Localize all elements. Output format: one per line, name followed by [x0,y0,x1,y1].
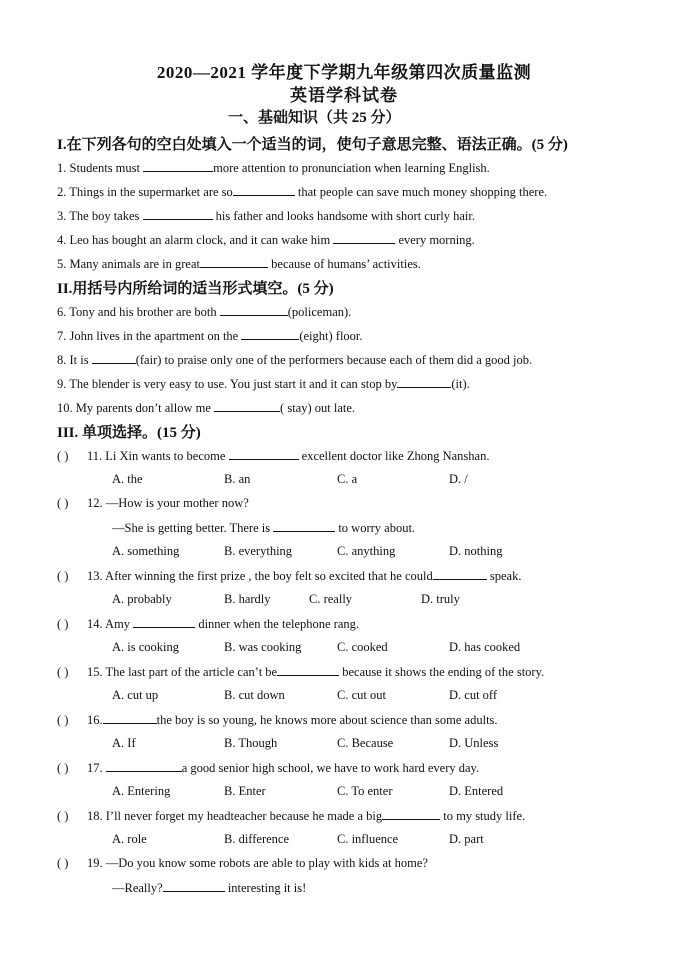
question-19: ( ) 19. —Do you know some robots are able to play with kids at home? [57,856,428,870]
option-d[interactable]: D. truly [421,592,460,606]
answer-blank [103,712,157,724]
option-b[interactable]: B. was cooking [224,640,302,654]
answer-blank [273,520,335,532]
answer-blank[interactable] [143,208,213,220]
option-d[interactable]: D. cut off [449,688,498,702]
answer-parentheses[interactable]: ( ) [57,569,69,583]
option-c[interactable]: C. To enter [337,784,393,798]
question-12-line2: —She is getting better. There is to worry about. [112,521,416,535]
question-16: ( ) 16. the boy is so young, he knows more about science than some adults. [57,713,498,727]
option-c[interactable]: C. a [337,472,358,486]
answer-blank [106,760,182,772]
question-8: 8. It is (fair) to praise only one of the performers because each of them did a good job. [57,353,533,367]
option-d[interactable]: D. Entered [449,784,504,798]
question-12: ( ) 12. —How is your mother now? [57,496,249,510]
option-a[interactable]: A. cut up [112,688,159,702]
exam-subtitle: 英语学科试卷 [290,86,398,105]
option-a[interactable]: A. probably [112,592,172,606]
option-c[interactable]: C. cut out [337,688,386,702]
answer-blank [433,568,487,580]
question-5: 5. Many animals are in great because of humans’ activities. [57,257,421,271]
answer-blank[interactable] [220,304,288,316]
answer-blank [229,448,299,460]
section2-heading: II.用括号内所给词的适当形式填空。(5 分) [57,281,334,297]
option-d[interactable]: D. Unless [449,736,499,750]
answer-blank[interactable] [233,184,295,196]
question-13: ( ) 13. After winning the first prize , the boy felt so excited that he could speak. [57,569,522,583]
option-a[interactable]: A. is cooking [112,640,180,654]
answer-blank[interactable] [214,400,280,412]
answer-blank[interactable] [92,352,136,364]
question-4: 4. Leo has bought an alarm clock, and it can wake him every morning. [57,233,475,247]
section3-heading: III. 单项选择。(15 分) [57,425,201,441]
section1-heading: I.在下列各句的空白处填入一个适当的词，使句子意思完整、语法正确。(5 分) [57,137,568,153]
answer-blank [277,664,339,676]
question-3: 3. The boy takes his father and looks handsome with short curly hair. [57,209,475,223]
answer-parentheses[interactable]: ( ) [57,809,69,823]
option-a[interactable]: A. the [112,472,143,486]
question-2: 2. Things in the supermarket are so that people can save much money shopping there. [57,185,548,199]
option-d[interactable]: D. / [449,472,468,486]
option-c[interactable]: C. Because [337,736,394,750]
part-heading: 一、基础知识（共 25 分） [228,110,401,126]
exam-title: 2020—2021 学年度下学期九年级第四次质量监测 [156,63,532,82]
option-d[interactable]: D. has cooked [449,640,521,654]
question-15: ( ) 15. The last part of the article can’t be because it shows the ending of the story. [57,665,545,679]
question-10: 10. My parents don’t allow me ( stay) out late. [57,401,356,415]
option-b[interactable]: B. difference [224,832,290,846]
option-b[interactable]: B. everything [224,544,293,558]
option-a[interactable]: A. Entering [112,784,171,798]
question-18: ( ) 18. I’ll never forget my headteacher because he made a big to my study life. [57,809,526,823]
option-a[interactable]: A. something [112,544,180,558]
question-9: 9. The blender is very easy to use. You just start it and it can stop by (it). [57,377,470,391]
answer-blank[interactable] [200,256,268,268]
option-c[interactable]: C. anything [337,544,396,558]
question-14: ( ) 14. Amy dinner when the telephone rang. [57,617,360,631]
question-17: ( ) 17. a good senior high school, we have to work hard every day. [57,761,480,775]
option-d[interactable]: D. part [449,832,484,846]
answer-parentheses[interactable]: ( ) [57,617,69,631]
option-d[interactable]: D. nothing [449,544,503,558]
question-19-line2: —Really? interesting it is! [112,881,307,895]
option-c[interactable]: C. cooked [337,640,388,654]
option-a[interactable]: A. role [112,832,147,846]
answer-blank[interactable] [397,376,451,388]
answer-parentheses[interactable]: ( ) [57,449,69,463]
answer-parentheses[interactable]: ( ) [57,713,69,727]
option-c[interactable]: C. really [309,592,353,606]
question-1: 1. Students must more attention to pronunciation when learning English. [57,161,490,175]
option-c[interactable]: C. influence [337,832,399,846]
answer-blank [133,616,195,628]
answer-blank[interactable] [241,328,299,340]
answer-blank [382,808,440,820]
answer-blank[interactable] [143,160,213,172]
option-b[interactable]: B. Though [224,736,278,750]
answer-parentheses[interactable]: ( ) [57,761,69,775]
answer-parentheses[interactable]: ( ) [57,665,69,679]
answer-blank [163,880,225,892]
question-7: 7. John lives in the apartment on the (eight) floor. [57,329,363,343]
answer-parentheses[interactable]: ( ) [57,496,69,510]
question-6: 6. Tony and his brother are both (policeman). [57,305,352,319]
answer-parentheses[interactable]: ( ) [57,856,69,870]
option-a[interactable]: A. If [112,736,136,750]
option-b[interactable]: B. cut down [224,688,285,702]
question-11: ( ) 11. Li Xin wants to become excellent doctor like Zhong Nanshan. [57,449,490,463]
option-b[interactable]: B. an [224,472,251,486]
answer-blank[interactable] [333,232,395,244]
option-b[interactable]: B. hardly [224,592,271,606]
option-b[interactable]: B. Enter [224,784,266,798]
